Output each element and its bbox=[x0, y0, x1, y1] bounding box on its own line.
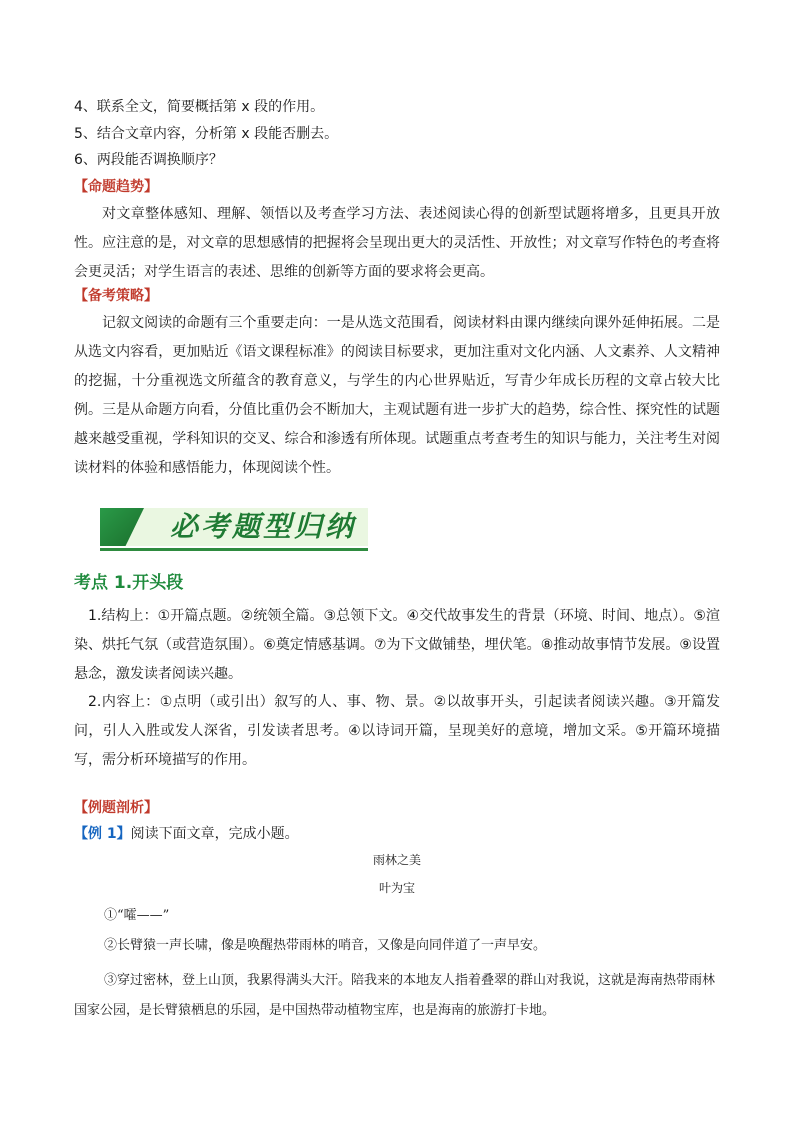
banner-underline bbox=[100, 548, 368, 551]
article-line-3: ③穿过密林，登上山顶，我累得满头大汗。陪我来的本地友人指着叠翠的群山对我说，这就是海南热带雨林国家公园，是长臂猿栖息的乐园，是中国热带动植物宝库，也是海南的旅游打卡地。 bbox=[74, 973, 716, 1018]
example-instruction: 阅读下面文章，完成小题。 bbox=[130, 826, 299, 842]
banner-title: 必考题型归纳 bbox=[170, 510, 357, 543]
example-line bbox=[74, 824, 299, 844]
article-line-1: ①“嚯——” bbox=[104, 908, 170, 923]
question-item-5: 5、结合文章内容，分析第 x 段能否删去。 bbox=[74, 126, 339, 142]
article-title: 雨林之美 bbox=[372, 853, 421, 867]
question-item-6: 6、两段能否调换顺序？ bbox=[74, 152, 223, 168]
trend-heading: 【命题趋势】 bbox=[74, 179, 158, 195]
section-banner bbox=[100, 508, 368, 550]
kaodian-content-paragraph: 2.内容上：①点明（或引出）叙写的人、事、物、景。②以故事开头，引起读者阅读兴趣。③开篇发问，引人入胜或发人深省，引发读者思考。④以诗词开篇，呈现美好的意境，增加文采。⑤开篇环境描写，需分析环境描写的作用。 bbox=[74, 694, 720, 768]
article-author: 叶为宝 bbox=[378, 881, 415, 895]
strategy-paragraph: 记叙文阅读的命题有三个重要走向：一是从选文范围看，阅读材料由课内继续向课外延伸拓展。二是从选文内容看，更加贴近《语文课程标准》的阅读目标要求，更加注重对文化内涵、人文素养、人文精神的挖掘，十分重视选文所蕴含的教育意义，与学生的内心世界贴近，写青少年成长历程的文章占较大比例。三是从命题方向看，分值比重仍会不断加大，主观试题有进一步扩大的趋势，综合性、探究性的试题越来越受重视，学科知识的交叉、综合和渗透有所体现。试题重点考查考生的知识与能力，关注考生对阅读材料的体验和感悟能力，体现阅读个性。 bbox=[74, 315, 720, 476]
kaodian-structure-paragraph: 1.结构上：①开篇点题。②统领全篇。③总领下文。④交代故事发生的背景（环境、时间、地点）。⑤渲染、烘托气氛（或营造氛围）。⑥奠定情感基调。⑦为下文做铺垫，埋伏笔。⑧推动故事情节发展。⑨设置悬念，激发读者阅读兴趣。 bbox=[74, 608, 720, 682]
example-heading: 【例题剖析】 bbox=[74, 800, 158, 816]
question-item-4: 4、联系全文，简要概括第 x 段的作用。 bbox=[74, 99, 325, 115]
article-line-2: ②长臂猿一声长啸，像是唤醒热带雨林的哨音，又像是向同伴道了一声早安。 bbox=[104, 938, 547, 953]
kaodian-title: 考点 1.开头段 bbox=[74, 573, 184, 593]
trend-paragraph: 对文章整体感知、理解、领悟以及考查学习方法、表述阅读心得的创新型试题将增多，且更具开放性。应注意的是，对文章的思想感情的把握将会呈现出更大的灵活性、开放性；对文章写作特色的考查将会更灵活；对学生语言的表述、思维的创新等方面的要求将会更高。 bbox=[74, 206, 720, 280]
example-tag: 【例 1】 bbox=[74, 826, 131, 842]
strategy-heading: 【备考策略】 bbox=[74, 288, 158, 304]
